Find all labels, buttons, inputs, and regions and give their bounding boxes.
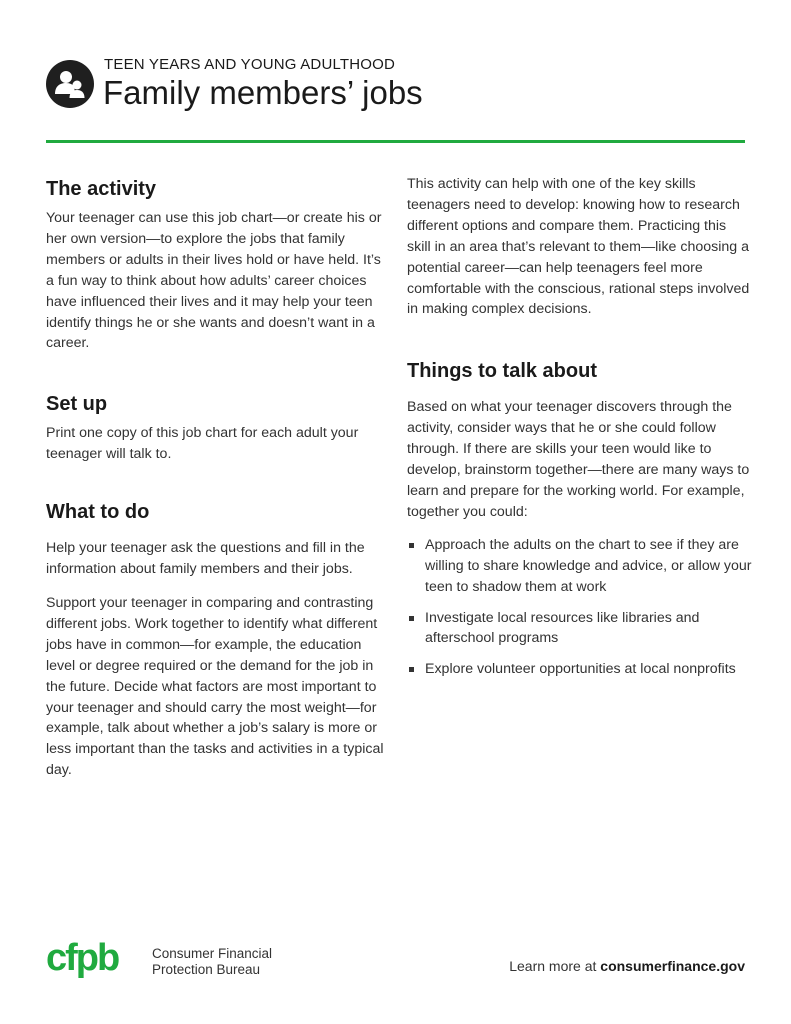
list-item-text: Investigate local resources like libraries and afterschool programs (425, 609, 700, 647)
talk-heading: Things to talk about (407, 360, 597, 383)
header-divider (46, 140, 745, 143)
logo-text: cfpb (46, 940, 119, 979)
setup-heading: Set up (46, 393, 108, 416)
org-name (152, 946, 272, 978)
learn-more-prefix: Learn more at (509, 958, 601, 974)
learn-more (509, 958, 745, 974)
what-to-do-heading: What to do (46, 501, 150, 524)
page-title: Family members’ jobs (103, 74, 423, 111)
cfpb-logo (46, 940, 144, 986)
right-column (407, 174, 752, 690)
activity-heading: The activity (46, 178, 157, 200)
list-item-text: Approach the adults on the chart to see if they are willing to share knowledge and advice, or allow your teen to shadow them at work (425, 536, 752, 595)
left-column (46, 176, 391, 781)
website-link[interactable]: consumerfinance.gov (600, 958, 745, 974)
list-item (407, 659, 752, 680)
list-item (407, 608, 752, 650)
what-to-do-text-2: Support your teenager in comparing and contrasting different jobs. Work together to identify what different jobs have in common—for example, the education level or degree required or the demand for the job in the future. Decide what factors are most important to your teenager and should carry the most weight—for example, talk about whether a job’s salary is more or less important than the tasks and activities in a typical day. (46, 594, 384, 779)
bullet-square-icon (409, 667, 414, 672)
bullet-square-icon (409, 543, 414, 548)
talk-text: Based on what your teenager discovers through the activity, consider ways that he or she could follow through. If there are skills your teen would like to develop, brainstorm together—there are many ways to learn and prepare for the working world. For example, together you could: (407, 399, 750, 520)
bullet-square-icon (409, 616, 414, 621)
setup-text: Print one copy of this job chart for each adult your teenager will talk to. (46, 425, 359, 463)
section-kicker: TEEN YEARS AND YOUNG ADULTHOOD (104, 56, 396, 73)
list-item (407, 535, 752, 598)
intro-text: This activity can help with one of the key skills teenagers need to develop: knowing how to research different options and compare them. Practicing this skill in an area that’s relevant to them—like choosing a potential career—can help teenagers feel more comfortable with the conscious, rational steps involved in making complex decisions. (407, 176, 750, 318)
org-name-line-2: Protection Bureau (152, 962, 261, 977)
talk-list (407, 535, 752, 680)
activity-text: Your teenager can use this job chart—or create his or her own version—to explore the jobs that family members or adults in their lives hold or have held. It’s a fun way to think about how adults’ career choices have influenced their lives and it may help your teen identify things he or she wants and doesn’t want in a career. (46, 210, 382, 352)
list-item-text: Explore volunteer opportunities at local nonprofits (425, 661, 736, 678)
people-icon (46, 60, 94, 108)
what-to-do-text-1: Help your teenager ask the questions and fill in the information about family members and their jobs. (46, 540, 365, 578)
org-name-line-1: Consumer Financial (152, 946, 273, 961)
